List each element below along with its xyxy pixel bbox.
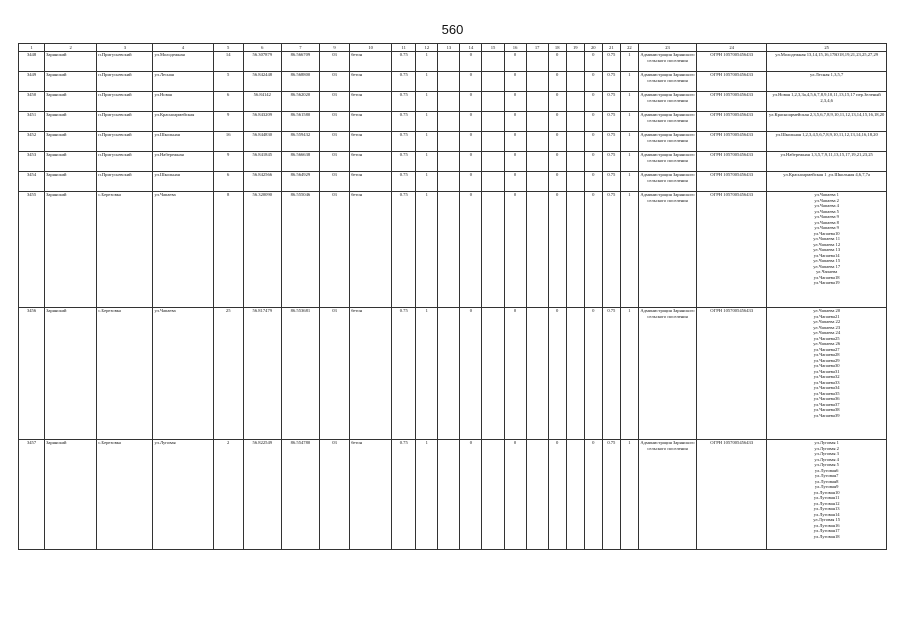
table-cell: Администрация Зарянского сельского поселения [638, 92, 696, 112]
table-cell: 9 [213, 112, 243, 132]
table-cell: ул.Новая [153, 92, 213, 112]
table-cell [566, 172, 584, 192]
column-header: 7 [281, 44, 319, 52]
table-cell [566, 112, 584, 132]
table-cell [566, 440, 584, 550]
table-cell: бетон [350, 440, 392, 550]
table-cell: ул.Школьная [153, 172, 213, 192]
table-cell: п.Пригусьевский [97, 112, 153, 132]
table-cell: 3450 [19, 92, 45, 112]
table-cell: 0 [584, 92, 602, 112]
table-cell: 03 [319, 172, 349, 192]
table-cell: 0.75 [392, 72, 416, 92]
table-cell: 0.75 [602, 172, 620, 192]
table-cell [482, 52, 504, 72]
table-cell: ул.Школьная [153, 132, 213, 152]
table-cell: 1 [620, 308, 638, 440]
table-cell: 0 [504, 52, 526, 72]
table-cell: п.Пригусьевский [97, 172, 153, 192]
table-cell: 0.75 [392, 192, 416, 308]
table-cell [566, 192, 584, 308]
table-cell: 03 [319, 192, 349, 308]
column-header: 12 [416, 44, 438, 52]
table-cell [482, 92, 504, 112]
table-cell: 1 [620, 72, 638, 92]
column-header: 19 [566, 44, 584, 52]
table-cell: Администрация Зарянского сельского поселения [638, 172, 696, 192]
table-row [19, 52, 887, 72]
table-cell: ул.Красноармейская 2,3,5,6,7,8,9,10,11,12,13,14,15,16,18,20 [767, 112, 887, 132]
table-cell: бетон [350, 112, 392, 132]
table-cell: 3455 [19, 192, 45, 308]
table-cell [482, 72, 504, 92]
table-cell: 1 [416, 440, 438, 550]
table-cell [482, 172, 504, 192]
table-cell: ул.Красноармейская 1 ,ул.Школьная 4,6,7,7а [767, 172, 887, 192]
table-cell: 0 [460, 132, 482, 152]
table-cell: ул.Чапаева 1 ул.Чапаева 2 ул.Чапаева 4 ул.Чапаева 5 ул.Чапаева 9 ул.Чапаева 8 ул.Чапаева 9 ул.Чапаева10 ул.Чапаева 11 ул.Чапаева 12 ул.Чапаева 13 ул.Чапаева14 ул.Чапаева 15 ул.Чапаева 17 ул.Чапаева ул.Чапаева18 ул.Чапаева19 [767, 192, 887, 308]
table-cell: 0 [548, 132, 566, 152]
table-cell: 86.554780 [281, 440, 319, 550]
table-cell: ул.Молодежная [153, 52, 213, 72]
table-cell: 3449 [19, 72, 45, 92]
table-cell: 5 [213, 72, 243, 92]
table-cell [526, 112, 548, 132]
table-cell [438, 440, 460, 550]
table-cell: 1 [416, 172, 438, 192]
table-cell: 03 [319, 92, 349, 112]
table-cell: 86.561580 [281, 112, 319, 132]
column-header: 23 [638, 44, 696, 52]
table-cell [482, 112, 504, 132]
table-cell: с.Березовка [97, 440, 153, 550]
table-cell [438, 72, 460, 92]
table-cell: 25 [213, 308, 243, 440]
table-cell: 2 [213, 440, 243, 550]
table-cell: 86.559432 [281, 132, 319, 152]
table-cell: 56.307879 [243, 52, 281, 72]
table-cell [566, 308, 584, 440]
table-cell [526, 132, 548, 152]
registry-table [18, 43, 887, 550]
table-row [19, 132, 887, 152]
column-header: 2 [45, 44, 97, 52]
table-cell: 56.817479 [243, 308, 281, 440]
column-header: 16 [504, 44, 526, 52]
table-cell: Администрация Зарянского сельского поселения [638, 308, 696, 440]
table-cell: 56.842566 [243, 172, 281, 192]
table-cell: 0 [584, 132, 602, 152]
table-cell: 0 [548, 172, 566, 192]
table-cell: 03 [319, 112, 349, 132]
table-cell: 1 [620, 152, 638, 172]
table-cell: ОГРН 1057005456433 [697, 92, 767, 112]
table-cell: 0.75 [392, 172, 416, 192]
table-cell [438, 132, 460, 152]
table-cell: 0 [548, 192, 566, 308]
table-cell: 86.568800 [281, 72, 319, 92]
table-cell: 86.566638 [281, 152, 319, 172]
table-cell: 0.75 [602, 72, 620, 92]
table-cell: 0 [460, 152, 482, 172]
table-cell: ул.Чапаева [153, 308, 213, 440]
table-cell: 86.564929 [281, 172, 319, 192]
table-cell: 0.75 [602, 152, 620, 172]
column-header: 6 [243, 44, 281, 52]
table-cell: 86.553681 [281, 308, 319, 440]
table-cell: ул.Чапаева [153, 192, 213, 308]
table-cell: Зарянский [45, 52, 97, 72]
column-header: 22 [620, 44, 638, 52]
table-cell: 0 [460, 72, 482, 92]
table-row [19, 172, 887, 192]
table-cell: бетон [350, 192, 392, 308]
table-cell [438, 308, 460, 440]
table-cell: 1 [620, 172, 638, 192]
table-cell [566, 52, 584, 72]
table-cell: 9 [213, 152, 243, 172]
table-cell: 0.75 [392, 440, 416, 550]
table-cell: 0 [460, 192, 482, 308]
table-cell: 3452 [19, 132, 45, 152]
table-cell: 86.555046 [281, 192, 319, 308]
table-cell: ОГРН 1057005456433 [697, 440, 767, 550]
table-cell: 03 [319, 72, 349, 92]
table-cell: 0 [548, 92, 566, 112]
table-cell: Зарянский [45, 308, 97, 440]
table-cell: ОГРН 1057005456433 [697, 52, 767, 72]
table-cell: 3457 [19, 440, 45, 550]
table-cell: 1 [416, 112, 438, 132]
table-cell: 0 [460, 92, 482, 112]
table-cell: 0 [548, 440, 566, 550]
table-cell: 03 [319, 308, 349, 440]
table-cell: ул.Школьная 1,2,3,4,5,6,7,8,9,10,11,12,13,14,16,18,20 [767, 132, 887, 152]
table-cell: 56.842448 [243, 72, 281, 92]
table-cell: 0 [504, 192, 526, 308]
table-cell: 0 [460, 172, 482, 192]
table-cell [438, 92, 460, 112]
table-body [19, 52, 887, 550]
table-cell: 03 [319, 440, 349, 550]
table-cell: ул.Молодежная 13,14,15,16,17Ю18,19,21,23,25,27,29 [767, 52, 887, 72]
table-cell: Зарянский [45, 440, 97, 550]
table-cell: 0.75 [392, 152, 416, 172]
table-cell [526, 172, 548, 192]
table-cell: 0 [548, 308, 566, 440]
table-cell [482, 192, 504, 308]
table-cell: 0 [460, 112, 482, 132]
table-cell: 1 [620, 192, 638, 308]
table-cell [566, 92, 584, 112]
table-cell: 1 [620, 112, 638, 132]
table-cell: 0 [460, 308, 482, 440]
table-cell: ул.Набережная [153, 152, 213, 172]
table-row [19, 92, 887, 112]
table-cell: 0 [504, 308, 526, 440]
table-cell: 6 [213, 172, 243, 192]
table-cell: Администрация Зарянского сельского поселения [638, 152, 696, 172]
table-cell: бетон [350, 72, 392, 92]
table-cell: 0 [504, 440, 526, 550]
table-cell [526, 72, 548, 92]
table-cell: 0 [548, 72, 566, 92]
table-cell: 0 [584, 192, 602, 308]
table-cell: 3456 [19, 308, 45, 440]
table-cell: 0.75 [602, 192, 620, 308]
table-cell [526, 192, 548, 308]
table-row [19, 440, 887, 550]
table-cell: 1 [416, 132, 438, 152]
table-cell: 56.822549 [243, 440, 281, 550]
table-cell: Зарянский [45, 92, 97, 112]
table-cell: Зарянский [45, 192, 97, 308]
table-cell: с.Березовка [97, 192, 153, 308]
table-cell: п.Пригусьевский [97, 52, 153, 72]
table-cell: ОГРН 1057005456433 [697, 152, 767, 172]
table-cell [482, 152, 504, 172]
column-header: 1 [19, 44, 45, 52]
column-header: 11 [392, 44, 416, 52]
table-row [19, 152, 887, 172]
table-cell: 0 [504, 172, 526, 192]
table-cell [438, 172, 460, 192]
table-cell: ул.Луговая 1 ул.Луговая 2 ул.Луговая 3 ул.Луговая 4 ул.Луговая 5 ул.Луговая6 ул.Луговая7 ул.Луговая8 ул.Луговая9 ул.Луговая10 ул.Луговая11 ул.Луговая12 ул.Луговая13 ул.Луговая14 ул.Луговая 15 ул.Луговая16 ул.Луговая17 ул.Луговая18 [767, 440, 887, 550]
table-cell: 0.75 [602, 92, 620, 112]
table-cell: Зарянский [45, 72, 97, 92]
table-cell: 86.562020 [281, 92, 319, 112]
table-cell: 1 [416, 308, 438, 440]
table-cell: 0.75 [602, 440, 620, 550]
table-cell: Зарянский [45, 172, 97, 192]
table-cell [438, 112, 460, 132]
table-cell: 86.566709 [281, 52, 319, 72]
table-cell: 1 [620, 132, 638, 152]
table-cell: бетон [350, 152, 392, 172]
table-cell: Зарянский [45, 112, 97, 132]
table-cell: ОГРН 1057005456433 [697, 72, 767, 92]
table-cell: 0 [548, 112, 566, 132]
column-header: 4 [153, 44, 213, 52]
table-cell: 0 [460, 440, 482, 550]
table-cell: ул.Чапаева 20 ул.Чапаева21 ул.Чапаева 22 ул.Чапаева 23 ул.Чапаева 24 ул.Чапаева25 ул.Чапаева 26 ул.Чапаева27 ул.Чапаева28 ул.Чапаева29 ул.Чапаева30 ул.Чапаева31 ул.Чапаева32 ул.Чапаева33 ул.Чапаева34 ул.Чапаева35 ул.Чапаева36 ул.Чапаева37 ул.Чапаева38 ул.Чапаева39 [767, 308, 887, 440]
table-cell: бетон [350, 132, 392, 152]
table-cell: Администрация Зарянского сельского поселения [638, 192, 696, 308]
table-cell: 0 [504, 92, 526, 112]
table-cell: 0.75 [602, 132, 620, 152]
table-cell: 0.75 [602, 112, 620, 132]
table-cell: 0 [584, 308, 602, 440]
column-header: 15 [482, 44, 504, 52]
table-cell: Администрация Зарянского сельского поселения [638, 112, 696, 132]
table-cell [482, 308, 504, 440]
table-cell: бетон [350, 308, 392, 440]
table-cell: 0 [548, 152, 566, 172]
table-cell [438, 152, 460, 172]
table-cell: Зарянский [45, 132, 97, 152]
table-cell: 0 [584, 152, 602, 172]
table-cell [482, 440, 504, 550]
table-cell: ул.Новая 1,2,3,3а,4,5,6,7,8,9,10,11,13,15,17 пер.Зеленый 2,3,4,6 [767, 92, 887, 112]
table-cell: ул.Красноармейская [153, 112, 213, 132]
table-cell: 6 [213, 92, 243, 112]
table-cell: 03 [319, 52, 349, 72]
table-cell: 1 [620, 52, 638, 72]
table-cell: Администрация Зарянского сельского поселения [638, 72, 696, 92]
table-cell: ОГРН 1057005456433 [697, 308, 767, 440]
table-cell: ОГРН 1057005456433 [697, 192, 767, 308]
table-cell: 0 [504, 72, 526, 92]
table-cell [526, 152, 548, 172]
table-cell: 3453 [19, 152, 45, 172]
column-header: 21 [602, 44, 620, 52]
header-row [19, 44, 887, 52]
table-cell: п.Пригусьевский [97, 132, 153, 152]
table-row [19, 308, 887, 440]
table-cell: 3448 [19, 52, 45, 72]
page-number: 560 [441, 22, 464, 37]
table-cell: 1 [416, 152, 438, 172]
table-cell: 0 [584, 172, 602, 192]
table-cell: ул.Набережная 1,3,5,7,9,11,13,15,17,19,21,23,25 [767, 152, 887, 172]
table-cell: п.Пригусьевский [97, 72, 153, 92]
table-cell: 0 [584, 440, 602, 550]
table-cell: 1 [620, 440, 638, 550]
table-cell: ул.Лесная [153, 72, 213, 92]
table-cell: бетон [350, 52, 392, 72]
table-cell: 3454 [19, 172, 45, 192]
table-row [19, 192, 887, 308]
table-cell: 0.75 [392, 52, 416, 72]
column-header: 5 [213, 44, 243, 52]
table-cell [566, 72, 584, 92]
column-header: 10 [350, 44, 392, 52]
column-header: 17 [526, 44, 548, 52]
table-cell: 03 [319, 132, 349, 152]
table-cell: ОГРН 1057005456433 [697, 172, 767, 192]
table-cell: 0 [460, 52, 482, 72]
table-cell: 0 [584, 52, 602, 72]
table-cell: Администрация Зарянского сельского поселения [638, 440, 696, 550]
table-cell: 03 [319, 152, 349, 172]
table-cell: Администрация Зарянского сельского поселения [638, 132, 696, 152]
table-cell: 56.843209 [243, 112, 281, 132]
column-header: 20 [584, 44, 602, 52]
table-cell [566, 132, 584, 152]
table-cell: Зарянский [45, 152, 97, 172]
table-cell: 1 [416, 52, 438, 72]
table-cell: 0.75 [392, 308, 416, 440]
table-cell [526, 308, 548, 440]
column-header: 13 [438, 44, 460, 52]
table-cell: 0.75 [602, 308, 620, 440]
table-cell: 0 [504, 152, 526, 172]
table-cell [438, 192, 460, 308]
table-cell: ул.Лесная 1,3,5,7 [767, 72, 887, 92]
table-cell: 1 [416, 92, 438, 112]
table-cell: 1 [620, 92, 638, 112]
table-cell: 56.84142 [243, 92, 281, 112]
table-cell [566, 152, 584, 172]
table-cell: 0.75 [392, 112, 416, 132]
table-cell [438, 52, 460, 72]
table-cell: 0 [584, 72, 602, 92]
column-header: 24 [697, 44, 767, 52]
column-header: 14 [460, 44, 482, 52]
table-cell: ОГРН 1057005456433 [697, 112, 767, 132]
table-cell: п.Пригусьевский [97, 92, 153, 112]
table-cell: 1 [416, 72, 438, 92]
table-cell: 0 [504, 112, 526, 132]
table-cell: с.Березовка [97, 308, 153, 440]
table-cell: 0 [548, 52, 566, 72]
table-cell: 16 [213, 132, 243, 152]
table-cell: 56.844830 [243, 132, 281, 152]
table-cell: Администрация Зарянского сельского поселения [638, 52, 696, 72]
table-cell [526, 92, 548, 112]
table-cell: 1 [416, 192, 438, 308]
column-header: 25 [767, 44, 887, 52]
table-row [19, 112, 887, 132]
table-cell: 3451 [19, 112, 45, 132]
table-cell: 8 [213, 192, 243, 308]
table-cell [526, 52, 548, 72]
table-cell: 0 [584, 112, 602, 132]
table-cell: ул.Луговая [153, 440, 213, 550]
column-header: 18 [548, 44, 566, 52]
column-header: 9 [319, 44, 349, 52]
table-cell: 56.320090 [243, 192, 281, 308]
column-header: 3 [97, 44, 153, 52]
table-cell: бетон [350, 172, 392, 192]
table-cell: 0 [504, 132, 526, 152]
table-cell: 0.75 [392, 132, 416, 152]
table-cell: 0.75 [602, 52, 620, 72]
table-cell: 0.75 [392, 92, 416, 112]
table-cell: бетон [350, 92, 392, 112]
table-cell: ОГРН 1057005456433 [697, 132, 767, 152]
table-cell [482, 132, 504, 152]
table-cell: 14 [213, 52, 243, 72]
table-cell: 56.841845 [243, 152, 281, 172]
table-cell [526, 440, 548, 550]
table-cell: п.Пригусьевский [97, 152, 153, 172]
table-row [19, 72, 887, 92]
